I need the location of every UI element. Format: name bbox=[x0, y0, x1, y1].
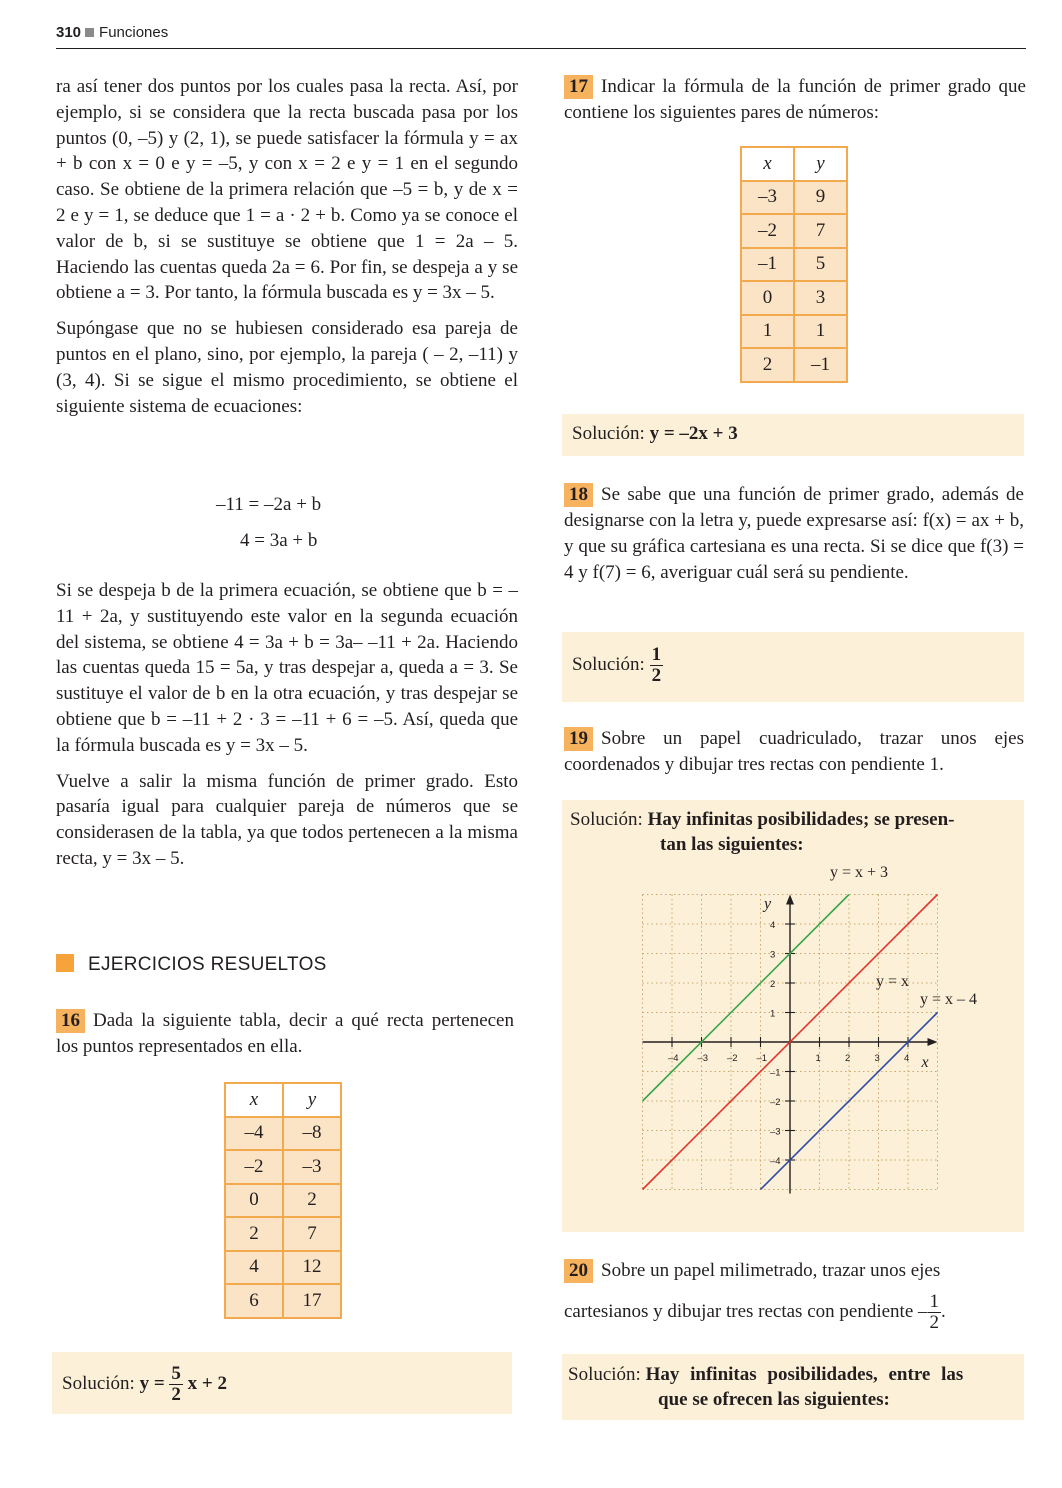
page-number: 310 bbox=[56, 24, 82, 41]
table-cell: 7 bbox=[283, 1217, 341, 1251]
table-cell: 1 bbox=[741, 315, 794, 349]
solution-text: Hay infinitas posibilidades, entre las bbox=[645, 1364, 964, 1385]
exercise-number: 18 bbox=[564, 483, 593, 507]
table-cell: 0 bbox=[741, 281, 794, 315]
solution-formula-start: y = bbox=[139, 1372, 165, 1394]
x-tick-label: –3 bbox=[697, 1053, 709, 1064]
exercise-text-end: . bbox=[941, 1300, 946, 1322]
solution-text: tan las siguientes: bbox=[660, 834, 804, 855]
paragraph: Vuelve a salir la misma función de primer grado. Esto pasaría igual para cualquier pareja de números que se considerasen de la tabla, ya que todos pertenecen a la misma recta, y = 3x – 5. bbox=[56, 770, 518, 869]
exercise-text: Sobre un papel cuadriculado, trazar unos ejes coordenados y dibujar tres rectas con pendiente 1. bbox=[564, 728, 1024, 775]
x-tick-label: 1 bbox=[815, 1053, 821, 1064]
exercise-text: Dada la siguiente tabla, decir a qué recta pertenecen los puntos representados en ella. bbox=[56, 1010, 514, 1057]
solution-label: Solución: bbox=[572, 653, 645, 675]
table-cell: 1 bbox=[794, 315, 847, 349]
table-cell: 17 bbox=[283, 1284, 341, 1318]
table-cell: 3 bbox=[794, 281, 847, 315]
x-axis-arrow bbox=[928, 1038, 938, 1046]
x-tick-label: 2 bbox=[845, 1053, 851, 1064]
exercise-text: Se sabe que una función de primer grado, además de designarse con la letra y, puede expresarse así: f(x) = ax + b, y que su gráfica cartesiana es una recta. Si se dice que f(3) = 4 y f(7) = 6, averiguar cuál será su pendiente. bbox=[564, 484, 1024, 583]
exercise-20 bbox=[564, 1258, 1024, 1284]
solution-box-18 bbox=[562, 632, 1024, 702]
section-heading bbox=[56, 954, 327, 976]
solution-label: Solución: bbox=[568, 1364, 641, 1385]
exercise-number: 19 bbox=[564, 727, 593, 751]
y-axis-label: y bbox=[764, 895, 772, 913]
y-tick-label: –1 bbox=[770, 1067, 781, 1079]
header-section: Funciones bbox=[99, 24, 169, 41]
table-cell: 2 bbox=[225, 1217, 283, 1251]
exercise-text: cartesianos y dibujar tres rectas con pendiente – bbox=[564, 1300, 928, 1322]
table-cell: 12 bbox=[283, 1251, 341, 1285]
paragraph: Supóngase que no se hubiesen considerado esa pareja de puntos en el plano, sino, por ejemplo, la pareja ( – 2, –11) y (3, 4). Si se sigue el mismo procedimiento, se obtiene el siguiente sistema de ecuaciones: bbox=[56, 318, 518, 417]
exercise-18 bbox=[564, 482, 1024, 586]
table-cell: –1 bbox=[794, 348, 847, 382]
table-header: x bbox=[741, 147, 794, 181]
table-cell: 9 bbox=[794, 181, 847, 215]
solution-label: Solución: bbox=[572, 423, 645, 444]
fraction-numerator: 5 bbox=[171, 1363, 181, 1384]
line-chart bbox=[562, 800, 1024, 1232]
solution-formula: y = –2x + 3 bbox=[649, 423, 738, 444]
x-tick-label: –1 bbox=[756, 1053, 768, 1064]
x-tick-label: 4 bbox=[904, 1053, 910, 1064]
x-tick-label: –2 bbox=[727, 1053, 738, 1064]
header-square-icon bbox=[85, 28, 94, 37]
series-label: y = x – 4 bbox=[920, 991, 978, 1008]
series-label: y = x bbox=[876, 973, 910, 990]
left-column-top bbox=[56, 74, 518, 429]
table-cell: 5 bbox=[794, 248, 847, 282]
table-cell: 7 bbox=[794, 214, 847, 248]
equation: –11 = –2a + b bbox=[216, 494, 322, 515]
table-cell: 2 bbox=[283, 1184, 341, 1218]
exercise-19 bbox=[564, 726, 1024, 778]
table-cell: 4 bbox=[225, 1251, 283, 1285]
solution-text: Hay infinitas posibilidades; se presen- bbox=[647, 809, 955, 830]
fraction-numerator: 1 bbox=[929, 1291, 939, 1312]
y-tick-label: –2 bbox=[770, 1097, 781, 1108]
solution-label: Solución: bbox=[62, 1372, 135, 1394]
exercise-text: Sobre un papel milimetrado, trazar unos ejes bbox=[601, 1260, 941, 1281]
x-axis-label: x bbox=[921, 1054, 929, 1071]
table-cell: –3 bbox=[283, 1150, 341, 1184]
fraction-numerator: 1 bbox=[651, 644, 662, 665]
table-cell: 2 bbox=[741, 348, 794, 382]
table-cell: 0 bbox=[225, 1184, 283, 1218]
exercise-number: 16 bbox=[56, 1009, 85, 1033]
exercise-number: 20 bbox=[564, 1259, 593, 1283]
table-cell: –2 bbox=[225, 1150, 283, 1184]
equation: 4 = 3a + b bbox=[240, 530, 318, 551]
solution-box-20 bbox=[562, 1354, 1024, 1420]
y-axis-arrow bbox=[786, 895, 794, 905]
table-header: x bbox=[225, 1083, 283, 1117]
table-header: y bbox=[283, 1083, 341, 1117]
exercise-number: 17 bbox=[564, 75, 593, 99]
values-table-17 bbox=[740, 146, 848, 383]
exercise-17 bbox=[564, 74, 1026, 126]
series-label: y = x + 3 bbox=[830, 864, 889, 881]
table-cell: –8 bbox=[283, 1117, 341, 1151]
y-tick-label: –4 bbox=[770, 1156, 781, 1167]
section-title: EJERCICIOS RESUELTOS bbox=[88, 954, 327, 975]
y-tick-label: –3 bbox=[770, 1126, 781, 1138]
solution-box-17 bbox=[562, 414, 1024, 456]
y-tick-label: 3 bbox=[770, 949, 776, 961]
table-header: y bbox=[794, 147, 847, 181]
fraction-denominator: 2 bbox=[929, 1312, 939, 1333]
paragraph: Si se despeja b de la primera ecuación, se obtiene que b = –11 + 2a, y sustituyendo este valor en la segunda ecuación del sistema, se obtiene 4 = 3a + b = 3a– –11 + 2a. Haciendo las cuentas queda 15 = 5a, y tras despejar a, queda a = 3. Se sustituye el valor de b en la otra ecuación, y tras despejar se obtiene que b = –11 + 2 · 3 = –11 + 6 = –5. Así, queda que la fórmula buscada es y = 3x – 5. bbox=[56, 580, 518, 756]
x-tick-label: 3 bbox=[874, 1053, 880, 1064]
y-tick-label: 4 bbox=[770, 920, 776, 931]
table-cell: 6 bbox=[225, 1284, 283, 1318]
solution-box-19 bbox=[562, 800, 1024, 1232]
fraction-denominator: 2 bbox=[171, 1384, 181, 1405]
solution-text: que se ofrecen las siguientes: bbox=[658, 1389, 890, 1410]
solution-fraction bbox=[169, 1364, 183, 1405]
series-line bbox=[643, 895, 850, 1102]
fraction-denominator: 2 bbox=[651, 665, 662, 686]
exercise-text: Indicar la fórmula de la función de primer grado que contiene los siguientes pares de números: bbox=[564, 76, 1026, 123]
orange-square-icon bbox=[56, 954, 74, 972]
values-table-16 bbox=[224, 1082, 342, 1319]
table-cell: –1 bbox=[741, 248, 794, 282]
y-tick-label: 2 bbox=[770, 979, 776, 990]
solution-formula-end: x + 2 bbox=[187, 1372, 227, 1394]
table-cell: –2 bbox=[741, 214, 794, 248]
solution-box-16 bbox=[52, 1352, 512, 1414]
table-cell: –3 bbox=[741, 181, 794, 215]
paragraph: ra así tener dos puntos por los cuales pasa la recta. Así, por ejemplo, si se considera que la recta buscada pasa por los puntos (0, –5) y (2, 1), se puede satisfacer la fórmula y = ax + b con x = 0 e y = –5, y con x = 2 e y = 1 en el segundo caso. Se obtiene de la primera relación que –5 = b, y de x = 2 e y = 1, se deduce que 1 = a · 2 + b. Como ya se conoce el valor de b, si se sustituye se obtiene que 1 = 2a – 5. Haciendo las cuentas queda 2a = 6. Por fin, se despeja a y se obtiene a = 3. Por tanto, la fórmula buscada es y = 3x – 5. bbox=[56, 76, 518, 304]
exercise-16 bbox=[56, 1008, 514, 1060]
y-tick-label: 1 bbox=[770, 1008, 776, 1020]
page-header bbox=[56, 20, 1026, 49]
exercise-20-line2 bbox=[564, 1292, 1024, 1333]
slope-fraction bbox=[928, 1292, 942, 1333]
left-column-bottom bbox=[56, 578, 518, 882]
solution-fraction bbox=[650, 645, 664, 686]
x-tick-label: –4 bbox=[668, 1053, 679, 1064]
table-cell: –4 bbox=[225, 1117, 283, 1151]
solution-label: Solución: bbox=[570, 809, 643, 830]
